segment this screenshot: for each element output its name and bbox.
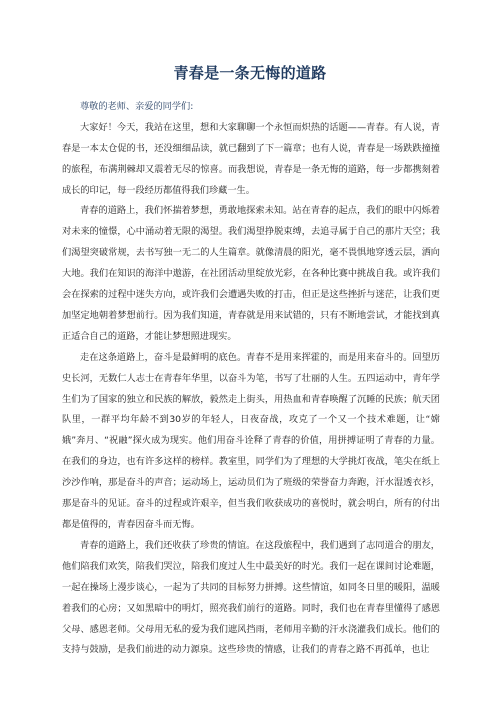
greeting-line: 尊敬的老师、亲爱的同学们: — [80, 101, 194, 112]
paragraph-4: 青春的道路上，我们还收获了珍贵的情谊。在这段旅程中，我们遇到了志同道合的朋友，他们陪我们欢笑，陪我们哭泣，陪我们度过人生中最美好的时光。我们一起在课间讨论难题，一起在操场上漫步谈心，一起为了共同的目标努力拼搏。这些情谊，如同冬日里的暖阳，温暖着我们的心房；又如黑暗中的明灯，照亮我们前行的道路。同时，我们也在青春里懂得了感恩父母、感恩老师。父母用无私的爱为我们遮风挡雨，老师用辛勤的汗水浇灌我们成长。他们的支持与鼓励，是我们前进的动力源泉。这些珍贵的情感，让我们的青春之路不再孤单，也让 — [62, 539, 440, 656]
paragraph-1: 大家好！今天，我站在这里，想和大家聊聊一个永恒而炽热的话题——青春。有人说，青春是一本太仓促的书，还没细细品读，就已翻到了下一篇章；也有人说，青春是一场跌跌撞撞的旅程，布满荆棘却又震着无尽的惊喜。而我想说，青春是一条无悔的道路，每一步都携刻着成长的印记，每一段经历都值得我们珍藏一生。 — [62, 121, 440, 196]
paragraph-2: 青春的道路上，我们怀揣着梦想，勇敢地探索未知。站在青春的起点，我们的眼中闪烁着对未来的憧憬，心中涌动着无限的渴望。我们渴望挣脱束缚，去追寻属于自己的那片天空；我们渴望突破常规，去书写独一无二的人生篇章。就像清晨的阳光，毫不畏惧地穿透云层，洒向大地。我们在知识的海洋中遨游，在社团活动里绽放光彩，在各种比赛中挑战自我。或许我们会在探索的过程中迷失方向，或许我们会遭遇失败的打击，但正是这些挫折与迷茫，让我们更加坚定地朝着梦想前行。因为我们知道，青春就是用来试错的，只有不断地尝试，才能找到真正适合自己的道路，才能让梦想照进现实。 — [62, 205, 440, 342]
paragraph-3: 走在这条道路上，奋斗是最鲜明的底色。青春不是用来挥霍的，而是用来奋斗的。回望历史长河，无数仁人志士在青春年华里，以奋斗为笔，书写了壮丽的人生。五四运动中，青年学生们为了国家的独立和民族的解放，毅然走上街头，用热血和青春唤醒了沉睡的民族；航天团队里，一群平均年龄不到30岁的年轻人，日夜奋战，攻克了一个又一个技术难题，让“嫦娥”奔月、“祝融”探火成为现实。他们用奋斗诠释了青春的价值，用拼搏证明了青春的力量。在我们的身边，也有许多这样的榜样。教室里，同学们为了理想的大学挑灯夜战，笔尖在纸上沙沙作响，那是奋斗的声音；运动场上，运动员们为了班级的荣誉奋力奔跑，汗水湿透衣衫，那是奋斗的见证。奋斗的过程或许艰辛，但当我们收获成功的喜悦时，就会明白，所有的付出都是值得的，青春因奋斗而无悔。 — [62, 351, 440, 531]
document-title: 青春是一条无悔的道路 — [173, 64, 327, 82]
document-body — [62, 97, 440, 661]
